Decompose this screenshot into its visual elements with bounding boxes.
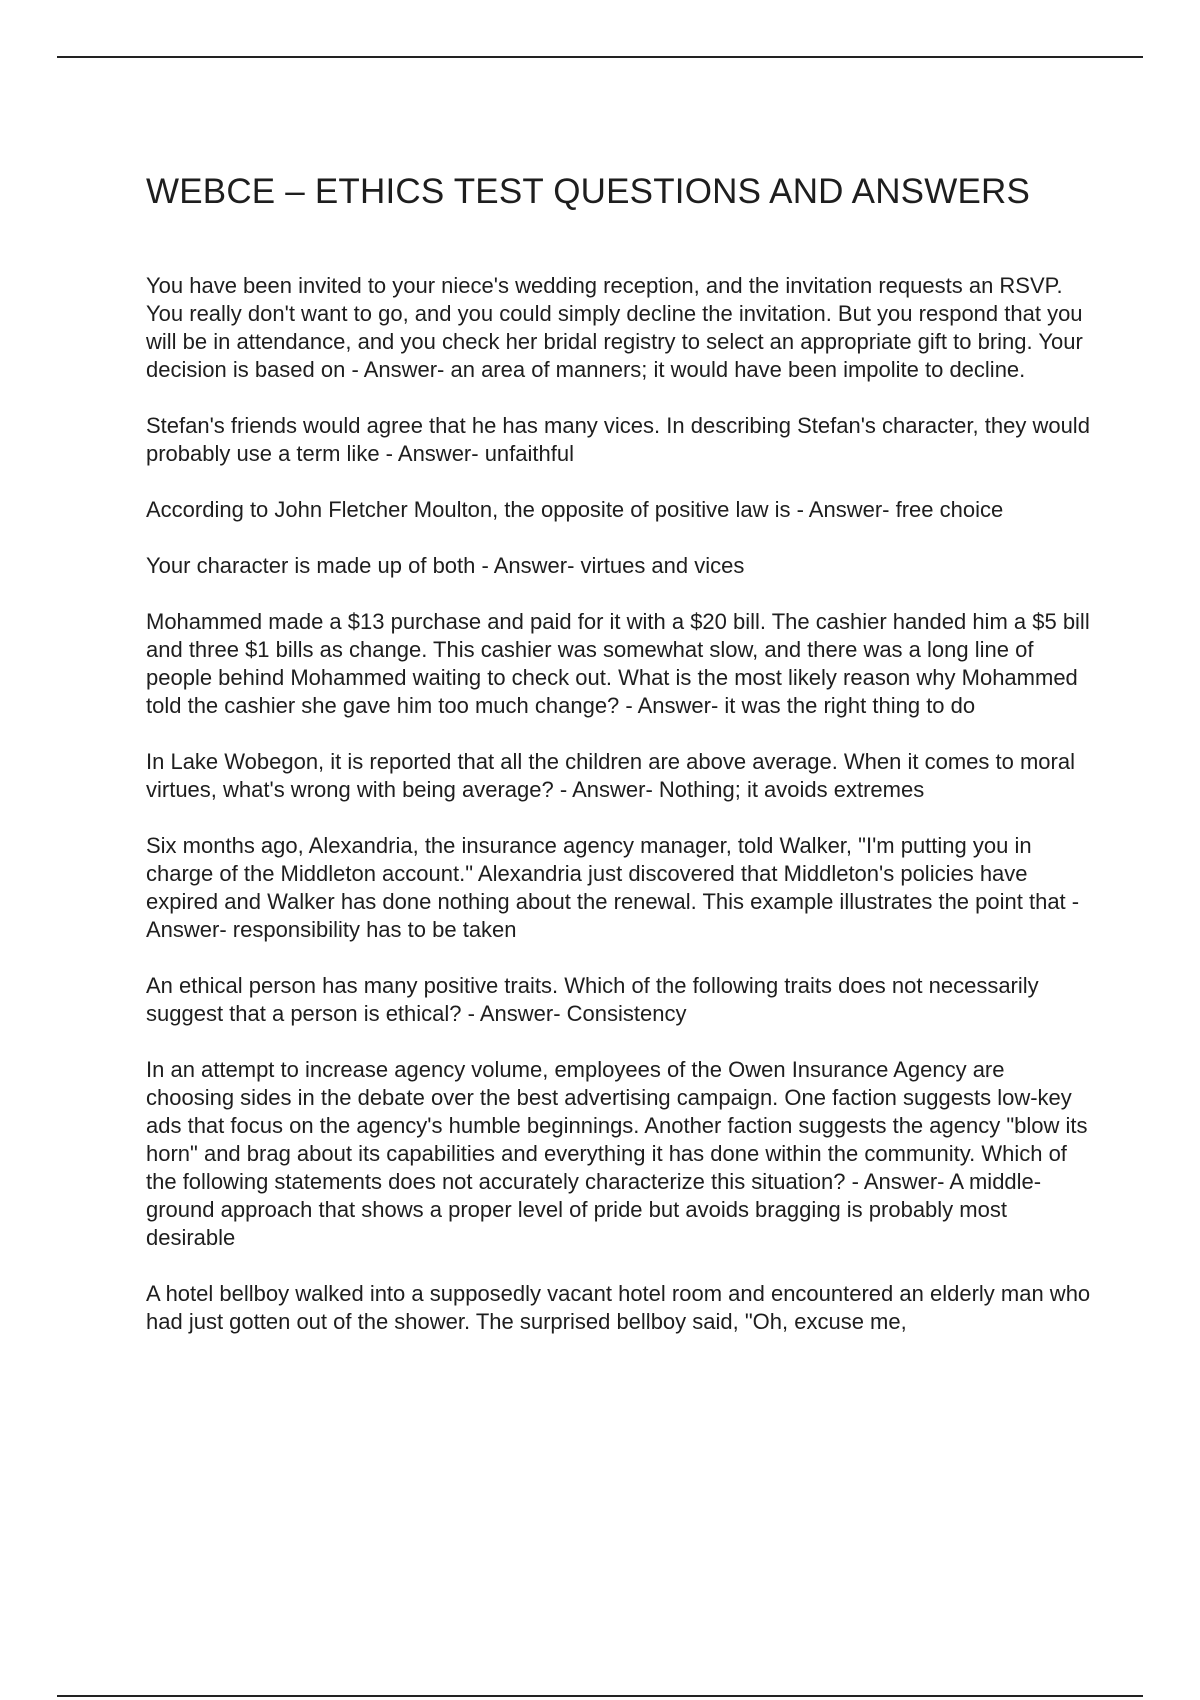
page-title: WEBCE – ETHICS TEST QUESTIONS AND ANSWERS: [146, 172, 1031, 211]
qa-item: In an attempt to increase agency volume, employees of the Owen Insurance Agency are choosing sides in the debate over the best advertising campaign. One faction suggests low-key ads that focus on the agency's humble beginnings. Another faction suggests the agency "blow its horn" and brag about its capabilities and everything it has done within the community. Which of the following statements does not accurately characterize this situation? - Answer- A middle-ground approach that shows a proper level of pride but avoids bragging is probably most desirable: [146, 1057, 1088, 1250]
qa-item: According to John Fletcher Moulton, the opposite of positive law is - Answer- free choice: [146, 497, 1004, 522]
qa-item: In Lake Wobegon, it is reported that all the children are above average. When it comes to moral virtues, what's wrong with being average? - Answer- Nothing; it avoids extremes: [146, 749, 1075, 802]
qa-item: A hotel bellboy walked into a supposedly vacant hotel room and encountered an elderly man who had just gotten out of the shower. The surprised bellboy said, "Oh, excuse me,: [146, 1281, 1091, 1334]
top-divider: [57, 56, 1143, 58]
qa-item: Six months ago, Alexandria, the insurance agency manager, told Walker, "I'm putting you in charge of the Middleton account." Alexandria just discovered that Middleton's policies have expired and Walker has done nothing about the renewal. This example illustrates the point that - Answer- responsibility has to be taken: [146, 833, 1080, 942]
qa-list: [146, 272, 1091, 1364]
qa-item: Mohammed made a $13 purchase and paid for it with a $20 bill. The cashier handed him a $5 bill and three $1 bills as change. This cashier was somewhat slow, and there was a long line of people behind Mohammed waiting to check out. What is the most likely reason why Mohammed told the cashier she gave him too much change? - Answer- it was the right thing to do: [146, 609, 1090, 718]
qa-item: Stefan's friends would agree that he has many vices. In describing Stefan's character, they would probably use a term like - Answer- unfaithful: [146, 413, 1090, 466]
qa-item: An ethical person has many positive traits. Which of the following traits does not necessarily suggest that a person is ethical? - Answer- Consistency: [146, 973, 1039, 1026]
qa-item: Your character is made up of both - Answer- virtues and vices: [146, 553, 745, 578]
bottom-divider: [57, 1695, 1143, 1697]
qa-item: You have been invited to your niece's wedding reception, and the invitation requests an RSVP. You really don't want to go, and you could simply decline the invitation. But you respond that you will be in attendance, and you check her bridal registry to select an appropriate gift to bring. Your decision is based on - Answer- an area of manners; it would have been impolite to decline.: [146, 273, 1083, 382]
